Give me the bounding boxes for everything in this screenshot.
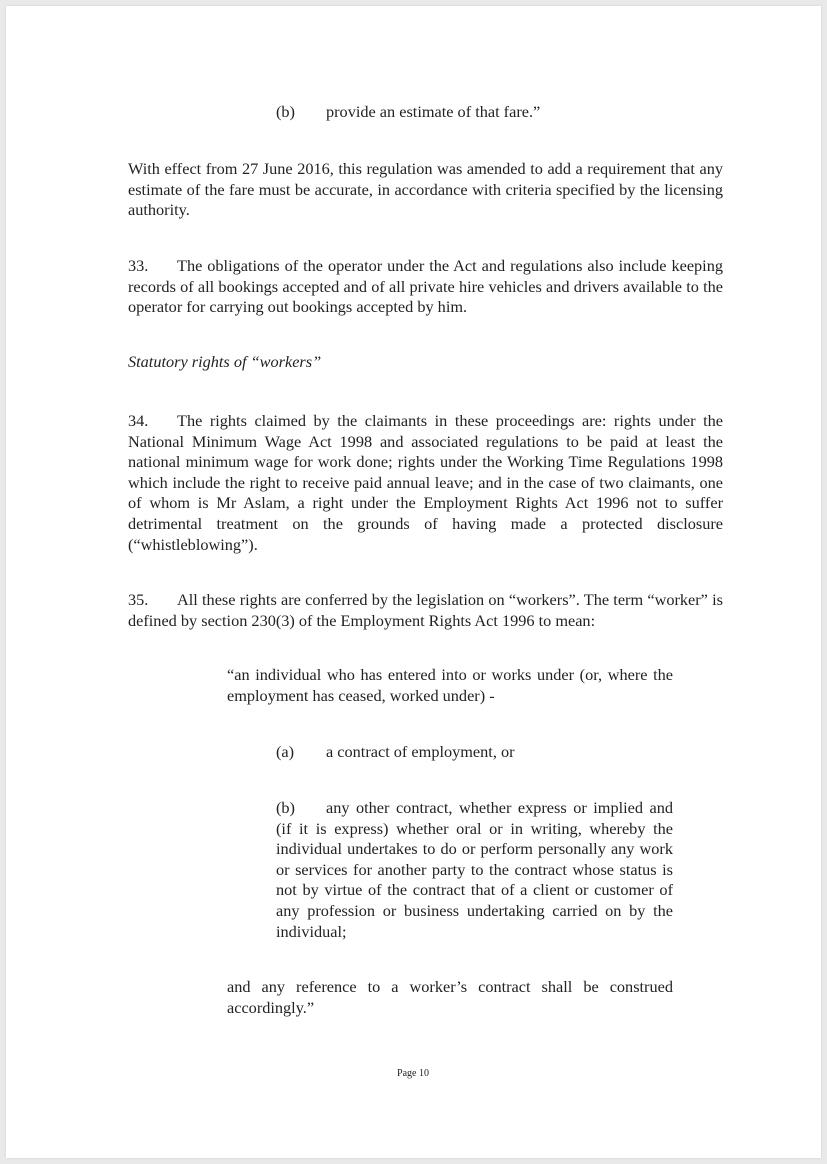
page-number: Page 10	[397, 1068, 429, 1079]
item-label: (b)	[276, 798, 295, 817]
item-text: any other contract, whether express or implied and (if it is express) whether oral or in writing, whereby the individual undertakes to do or perform personally any work or services for another party to the contract whose status is not by virtue of the contract that of a client or customer of any profession or business undertaking carried on by the individual;	[276, 798, 673, 941]
paragraph-text: All these rights are conferred by the legislation on “workers”. The term “worker” is defined by section 230(3) of the Employment Rights Act 1996 to mean:	[128, 590, 723, 630]
item-label: (b)	[276, 102, 295, 121]
paragraph-number: 34.	[128, 411, 149, 430]
paragraph-33	[128, 256, 723, 318]
paragraph-35	[128, 590, 723, 631]
paragraph-number: 35.	[128, 590, 149, 609]
item-label: (a)	[276, 742, 295, 761]
quoted-item-b-previous	[276, 102, 696, 123]
item-text: a contract of employment, or	[326, 742, 515, 761]
paragraph-text: The obligations of the operator under the Act and regulations also include keeping records of all bookings accepted and of all private hire vehicles and drivers available to the operator for carrying out bookings accepted by him.	[128, 256, 723, 317]
item-text: provide an estimate of that fare.”	[326, 102, 541, 121]
quote-intro: “an individual who has entered into or works under (or, where the employment has ceased, worked under) -	[227, 665, 673, 705]
document-page	[6, 6, 821, 1158]
paragraph-text: The rights claimed by the claimants in these proceedings are: rights under the National Minimum Wage Act 1998 and associated regulations to be paid at least the national minimum wage for work done; rights under the Working Time Regulations 1998 which include the right to receive paid annual leave; and in the case of two claimants, one of whom is Mr Aslam, a right under the Employment Rights Act 1996 not to suffer detrimental treatment on the grounds of having made a protected disclosure (“whistleblowing”).	[128, 411, 723, 554]
quote-item-a	[276, 742, 676, 763]
quote-item-b	[276, 798, 673, 942]
quote-closing: and any reference to a worker’s contract shall be construed accordingly.”	[227, 977, 673, 1017]
paragraph-number: 33.	[128, 256, 149, 275]
amendment-paragraph: With effect from 27 June 2016, this regulation was amended to add a requirement that any estimate of the fare must be accurate, in accordance with criteria specified by the licensing authority.	[128, 159, 723, 220]
paragraph-34	[128, 411, 723, 555]
section-heading: Statutory rights of “workers”	[128, 352, 322, 371]
